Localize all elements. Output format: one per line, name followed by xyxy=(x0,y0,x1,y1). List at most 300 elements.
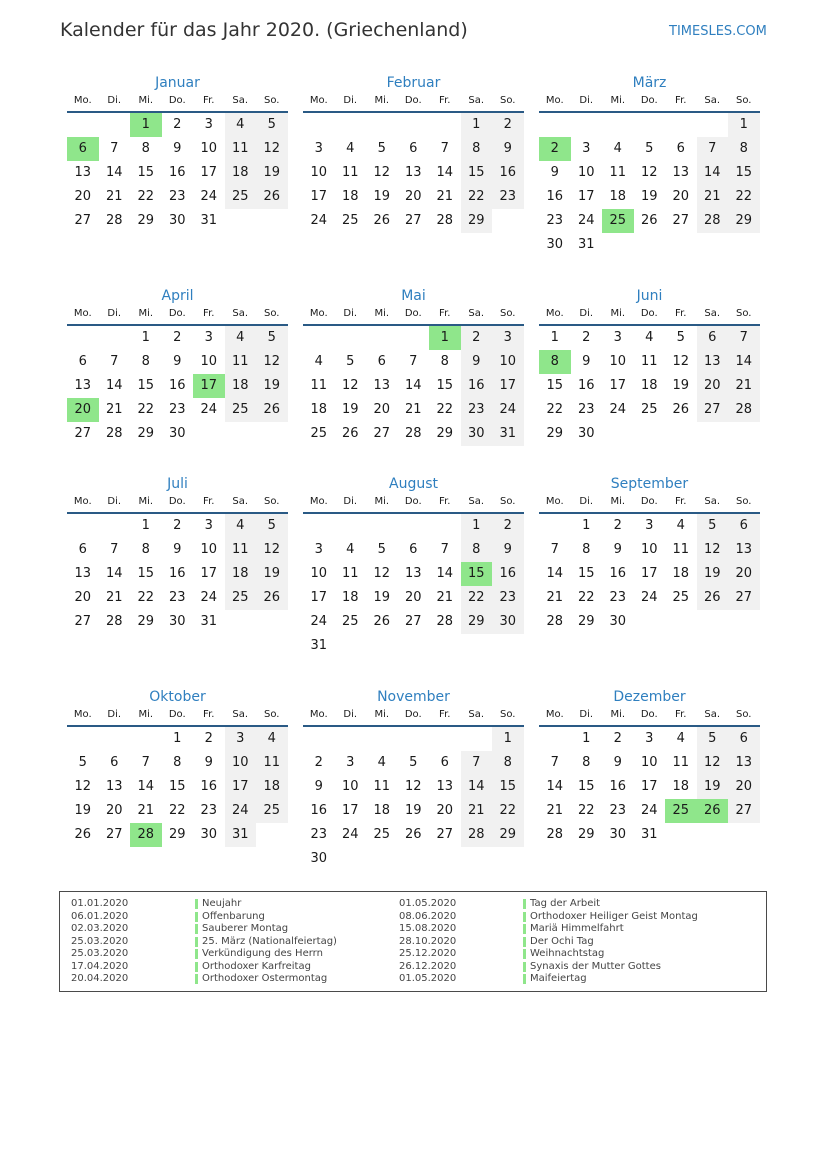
day-cell: 18 xyxy=(310,402,328,417)
day-cell: 18 xyxy=(341,189,359,204)
day-cell: 11 xyxy=(256,751,288,775)
day-cell: 30 xyxy=(577,426,595,441)
weekday-label: Sa. xyxy=(697,302,729,326)
day-cell: 9 xyxy=(173,542,182,557)
day-cell-holiday: 6 xyxy=(67,137,99,161)
day-blank xyxy=(539,113,571,137)
day-cell: 5 xyxy=(377,141,386,156)
day-cell: 18 xyxy=(672,566,690,581)
day-cell: 3 xyxy=(645,518,654,533)
month-grid xyxy=(303,89,524,233)
day-cell: 4 xyxy=(645,330,654,345)
weekday-label: So. xyxy=(492,490,524,514)
day-cell: 16 xyxy=(310,803,328,818)
weekday-label: Fr. xyxy=(429,89,461,113)
day-cell: 24 xyxy=(310,213,328,228)
day-blank xyxy=(99,326,131,350)
day-cell: 7 xyxy=(461,751,493,775)
day-cell: 28 xyxy=(105,213,123,228)
day-cell: 13 xyxy=(74,378,92,393)
day-cell: 2 xyxy=(173,117,182,132)
day-cell: 6 xyxy=(728,727,760,751)
month-grid xyxy=(539,490,760,634)
day-cell: 9 xyxy=(550,165,559,180)
month-grid xyxy=(303,703,524,871)
day-cell: 20 xyxy=(728,775,760,799)
weekday-label: Sa. xyxy=(697,89,729,113)
day-cell: 8 xyxy=(461,137,493,161)
day-cell: 2 xyxy=(461,326,493,350)
day-cell: 28 xyxy=(436,614,454,629)
day-cell: 5 xyxy=(256,113,288,137)
weekday-label: Di. xyxy=(571,89,603,113)
weekday-label: Di. xyxy=(335,490,367,514)
holiday-name: Synaxis der Mutter Gottes xyxy=(530,960,661,972)
day-cell: 28 xyxy=(728,398,760,422)
day-cell: 11 xyxy=(609,165,627,180)
day-cell: 29 xyxy=(137,614,155,629)
day-cell: 12 xyxy=(697,538,729,562)
day-cell: 24 xyxy=(492,398,524,422)
weekday-label: Sa. xyxy=(697,703,729,727)
holiday-entry xyxy=(399,948,719,961)
day-cell: 20 xyxy=(697,374,729,398)
day-cell: 12 xyxy=(341,378,359,393)
holiday-date: 25.12.2020 xyxy=(399,948,457,959)
day-blank xyxy=(697,113,729,137)
weekday-label: Mi. xyxy=(130,302,162,326)
day-cell: 29 xyxy=(168,827,186,842)
month-name: Mai xyxy=(401,288,426,304)
day-cell: 10 xyxy=(609,354,627,369)
holiday-entry xyxy=(71,898,391,911)
weekday-label: Do. xyxy=(634,490,666,514)
month-name: September xyxy=(610,476,689,492)
day-cell: 12 xyxy=(697,751,729,775)
day-cell: 21 xyxy=(436,590,454,605)
day-cell: 27 xyxy=(404,614,422,629)
weekday-label: So. xyxy=(728,302,760,326)
day-cell: 26 xyxy=(373,213,391,228)
day-cell: 21 xyxy=(546,590,564,605)
day-cell: 13 xyxy=(672,165,690,180)
weekday-label: Mi. xyxy=(602,490,634,514)
day-cell: 1 xyxy=(728,113,760,137)
day-cell: 19 xyxy=(256,374,288,398)
day-cell: 3 xyxy=(582,141,591,156)
day-cell: 23 xyxy=(200,803,218,818)
day-cell: 30 xyxy=(609,827,627,842)
day-cell: 18 xyxy=(225,374,257,398)
day-blank xyxy=(67,113,99,137)
day-cell: 22 xyxy=(577,803,595,818)
holiday-entry xyxy=(71,973,391,986)
day-cell: 24 xyxy=(310,614,328,629)
weekday-label: Mo. xyxy=(539,703,571,727)
day-blank xyxy=(366,727,398,751)
page-title: Kalender für das Jahr 2020. (Griechenland) xyxy=(60,19,468,41)
day-cell: 22 xyxy=(137,189,155,204)
day-cell: 15 xyxy=(137,378,155,393)
holiday-date: 25.03.2020 xyxy=(71,948,129,959)
day-cell: 8 xyxy=(582,542,591,557)
day-cell: 14 xyxy=(461,775,493,799)
day-cell: 3 xyxy=(613,330,622,345)
holiday-marker xyxy=(195,899,198,909)
weekday-label: Sa. xyxy=(461,302,493,326)
day-cell: 24 xyxy=(200,402,218,417)
day-cell: 25 xyxy=(225,398,257,422)
holiday-date: 26.12.2020 xyxy=(399,960,457,972)
weekday-label: Sa. xyxy=(461,89,493,113)
day-blank xyxy=(303,514,335,538)
day-cell: 29 xyxy=(461,610,493,634)
day-cell: 30 xyxy=(168,614,186,629)
day-cell: 4 xyxy=(346,542,355,557)
weekday-label: Mo. xyxy=(539,89,571,113)
weekday-label: Fr. xyxy=(193,490,225,514)
day-cell: 14 xyxy=(404,378,422,393)
day-cell: 6 xyxy=(78,354,87,369)
day-cell: 4 xyxy=(225,326,257,350)
day-cell: 13 xyxy=(404,165,422,180)
day-cell: 27 xyxy=(74,426,92,441)
day-cell: 31 xyxy=(310,638,328,653)
day-cell: 27 xyxy=(728,799,760,823)
month-grid xyxy=(67,89,288,233)
weekday-label: Mi. xyxy=(130,89,162,113)
day-cell: 19 xyxy=(256,562,288,586)
day-cell: 16 xyxy=(609,566,627,581)
day-blank xyxy=(429,727,461,751)
day-cell: 18 xyxy=(225,161,257,185)
day-cell: 22 xyxy=(461,185,493,209)
holiday-date: 02.03.2020 xyxy=(71,923,129,934)
day-cell: 8 xyxy=(461,538,493,562)
weekday-label: Do. xyxy=(162,89,194,113)
weekday-label: Do. xyxy=(634,302,666,326)
weekday-label: Sa. xyxy=(225,703,257,727)
day-cell: 21 xyxy=(461,799,493,823)
day-cell: 23 xyxy=(609,803,627,818)
weekday-label: Do. xyxy=(398,302,430,326)
day-cell: 20 xyxy=(74,189,92,204)
day-cell: 16 xyxy=(200,779,218,794)
weekday-label: Mo. xyxy=(303,89,335,113)
day-cell-holiday: 15 xyxy=(461,562,493,586)
day-blank xyxy=(398,514,430,538)
day-cell: 23 xyxy=(492,586,524,610)
day-cell: 28 xyxy=(461,823,493,847)
weekday-label: Mo. xyxy=(539,490,571,514)
day-cell: 27 xyxy=(74,213,92,228)
day-blank xyxy=(665,113,697,137)
day-cell: 14 xyxy=(105,566,123,581)
day-cell: 7 xyxy=(440,141,449,156)
day-cell: 23 xyxy=(461,398,493,422)
day-blank xyxy=(429,514,461,538)
day-cell: 20 xyxy=(672,189,690,204)
holiday-entry xyxy=(399,936,719,949)
weekday-label: Do. xyxy=(398,89,430,113)
day-cell: 4 xyxy=(346,141,355,156)
day-blank xyxy=(303,326,335,350)
weekday-label: Mi. xyxy=(130,703,162,727)
day-cell: 18 xyxy=(341,590,359,605)
day-cell: 9 xyxy=(613,755,622,770)
day-cell: 7 xyxy=(440,542,449,557)
day-cell: 26 xyxy=(256,185,288,209)
day-cell: 12 xyxy=(672,354,690,369)
weekday-label: Mi. xyxy=(366,89,398,113)
day-cell: 26 xyxy=(672,402,690,417)
day-cell: 11 xyxy=(310,378,328,393)
day-cell: 26 xyxy=(404,827,422,842)
day-cell: 16 xyxy=(492,161,524,185)
weekday-label: Fr. xyxy=(193,703,225,727)
weekday-label: Di. xyxy=(335,302,367,326)
day-cell: 5 xyxy=(645,141,654,156)
day-cell: 8 xyxy=(728,137,760,161)
month-name: Juli xyxy=(167,476,188,492)
holiday-entry xyxy=(399,923,719,936)
day-cell: 2 xyxy=(492,514,524,538)
day-cell: 26 xyxy=(341,426,359,441)
day-cell: 10 xyxy=(225,751,257,775)
day-cell: 15 xyxy=(137,165,155,180)
day-cell: 31 xyxy=(225,823,257,847)
day-cell: 12 xyxy=(256,137,288,161)
day-cell: 6 xyxy=(728,514,760,538)
day-cell: 21 xyxy=(728,374,760,398)
weekday-label: Mi. xyxy=(602,89,634,113)
day-cell: 29 xyxy=(461,209,493,233)
weekday-label: So. xyxy=(256,703,288,727)
day-cell: 11 xyxy=(225,538,257,562)
holiday-marker xyxy=(195,974,198,984)
day-cell: 2 xyxy=(314,755,323,770)
day-cell: 2 xyxy=(204,731,213,746)
day-cell: 22 xyxy=(728,185,760,209)
day-cell: 27 xyxy=(105,827,123,842)
holiday-date: 01.01.2020 xyxy=(71,898,129,909)
holiday-entry xyxy=(399,961,719,974)
day-cell: 17 xyxy=(492,374,524,398)
day-cell: 12 xyxy=(640,165,658,180)
day-cell: 12 xyxy=(256,350,288,374)
holiday-date: 01.05.2020 xyxy=(399,973,457,984)
day-cell: 10 xyxy=(200,141,218,156)
day-cell: 4 xyxy=(225,514,257,538)
weekday-label: Sa. xyxy=(225,89,257,113)
day-cell-holiday: 25 xyxy=(665,799,697,823)
weekday-label: Do. xyxy=(162,490,194,514)
weekday-label: Mo. xyxy=(303,703,335,727)
day-cell: 7 xyxy=(110,141,119,156)
day-cell: 9 xyxy=(314,779,323,794)
weekday-label: Do. xyxy=(162,302,194,326)
day-cell: 19 xyxy=(672,378,690,393)
day-cell: 29 xyxy=(436,426,454,441)
holiday-date: 08.06.2020 xyxy=(399,910,457,922)
day-cell: 22 xyxy=(137,402,155,417)
day-cell: 3 xyxy=(314,542,323,557)
day-cell: 25 xyxy=(310,426,328,441)
weekday-label: Fr. xyxy=(429,490,461,514)
holiday-marker xyxy=(523,924,526,934)
day-cell: 21 xyxy=(404,402,422,417)
holiday-name: Orthodoxer Heiliger Geist Montag xyxy=(530,910,698,922)
holiday-marker xyxy=(523,974,526,984)
weekday-label: So. xyxy=(256,302,288,326)
day-cell: 10 xyxy=(640,542,658,557)
day-cell: 6 xyxy=(409,542,418,557)
day-cell: 5 xyxy=(346,354,355,369)
weekday-label: Do. xyxy=(634,89,666,113)
day-cell: 9 xyxy=(492,538,524,562)
day-cell: 24 xyxy=(640,803,658,818)
holiday-date: 01.05.2020 xyxy=(399,898,457,909)
day-cell: 31 xyxy=(200,213,218,228)
day-cell: 28 xyxy=(546,614,564,629)
day-cell: 16 xyxy=(577,378,595,393)
day-cell: 14 xyxy=(137,779,155,794)
weekday-label: Di. xyxy=(335,703,367,727)
day-cell: 6 xyxy=(697,326,729,350)
day-cell: 2 xyxy=(492,113,524,137)
day-cell: 12 xyxy=(404,779,422,794)
day-cell: 20 xyxy=(404,189,422,204)
holiday-marker xyxy=(523,899,526,909)
day-cell: 24 xyxy=(640,590,658,605)
day-cell: 9 xyxy=(461,350,493,374)
holiday-marker xyxy=(195,924,198,934)
weekday-label: Mo. xyxy=(67,703,99,727)
weekday-label: So. xyxy=(492,703,524,727)
day-cell: 23 xyxy=(609,590,627,605)
day-blank xyxy=(99,514,131,538)
day-cell: 17 xyxy=(310,590,328,605)
day-cell: 6 xyxy=(440,755,449,770)
day-cell: 23 xyxy=(492,185,524,209)
day-cell: 21 xyxy=(105,590,123,605)
day-cell: 25 xyxy=(341,213,359,228)
day-cell: 26 xyxy=(256,398,288,422)
day-cell: 21 xyxy=(697,185,729,209)
day-cell: 10 xyxy=(341,779,359,794)
holiday-name: Tag der Arbeit xyxy=(530,898,601,909)
day-cell: 6 xyxy=(377,354,386,369)
month-grid xyxy=(539,302,760,446)
day-cell-holiday: 2 xyxy=(539,137,571,161)
site-link[interactable]: TIMESLES.COM xyxy=(669,24,767,39)
day-cell: 17 xyxy=(225,775,257,799)
day-cell: 5 xyxy=(78,755,87,770)
day-cell: 11 xyxy=(225,350,257,374)
weekday-label: Fr. xyxy=(665,302,697,326)
day-cell: 12 xyxy=(373,165,391,180)
day-cell-holiday: 8 xyxy=(539,350,571,374)
day-cell: 25 xyxy=(341,614,359,629)
day-cell: 4 xyxy=(225,113,257,137)
day-cell: 12 xyxy=(74,779,92,794)
day-cell: 17 xyxy=(310,189,328,204)
day-cell: 21 xyxy=(105,189,123,204)
holiday-marker xyxy=(523,937,526,947)
day-blank xyxy=(303,113,335,137)
day-cell: 23 xyxy=(546,213,564,228)
day-cell: 1 xyxy=(461,514,493,538)
day-cell: 21 xyxy=(105,402,123,417)
day-cell: 3 xyxy=(204,330,213,345)
day-cell: 15 xyxy=(546,378,564,393)
day-cell: 23 xyxy=(577,402,595,417)
holiday-marker xyxy=(195,937,198,947)
holiday-name: Orthodoxer Karfreitag xyxy=(202,960,311,972)
holiday-name: Orthodoxer Ostermontag xyxy=(202,973,328,984)
day-cell: 29 xyxy=(492,823,524,847)
day-cell: 13 xyxy=(436,779,454,794)
day-cell: 10 xyxy=(492,350,524,374)
day-cell: 4 xyxy=(613,141,622,156)
day-cell: 7 xyxy=(697,137,729,161)
day-cell: 2 xyxy=(173,518,182,533)
day-cell: 14 xyxy=(436,566,454,581)
day-cell: 18 xyxy=(225,562,257,586)
day-blank xyxy=(67,326,99,350)
day-blank xyxy=(67,727,99,751)
day-cell: 17 xyxy=(200,165,218,180)
holiday-entry xyxy=(71,961,391,974)
holiday-entry xyxy=(71,911,391,924)
day-cell: 3 xyxy=(492,326,524,350)
day-cell: 29 xyxy=(137,213,155,228)
day-cell: 16 xyxy=(546,189,564,204)
weekday-label: Fr. xyxy=(665,89,697,113)
weekday-label: Fr. xyxy=(429,703,461,727)
month-name: Dezember xyxy=(613,689,686,705)
day-cell: 13 xyxy=(404,566,422,581)
day-blank xyxy=(366,113,398,137)
day-cell: 27 xyxy=(436,827,454,842)
day-cell: 25 xyxy=(225,586,257,610)
day-cell: 17 xyxy=(609,378,627,393)
day-cell: 22 xyxy=(546,402,564,417)
day-blank xyxy=(539,514,571,538)
day-cell: 13 xyxy=(74,165,92,180)
day-cell: 26 xyxy=(74,827,92,842)
day-cell: 2 xyxy=(582,330,591,345)
day-cell: 10 xyxy=(200,542,218,557)
weekday-label: Fr. xyxy=(429,302,461,326)
day-cell: 19 xyxy=(697,775,729,799)
day-cell: 28 xyxy=(105,426,123,441)
weekday-label: Mo. xyxy=(539,302,571,326)
day-cell: 23 xyxy=(310,827,328,842)
weekday-label: Fr. xyxy=(665,703,697,727)
day-cell: 13 xyxy=(697,350,729,374)
day-blank xyxy=(429,113,461,137)
day-cell: 17 xyxy=(341,803,359,818)
weekday-label: So. xyxy=(728,89,760,113)
day-cell: 11 xyxy=(341,566,359,581)
day-cell: 4 xyxy=(676,731,685,746)
day-cell: 30 xyxy=(168,426,186,441)
day-cell: 30 xyxy=(200,827,218,842)
day-cell: 10 xyxy=(200,354,218,369)
day-cell: 29 xyxy=(137,426,155,441)
day-cell: 9 xyxy=(613,542,622,557)
